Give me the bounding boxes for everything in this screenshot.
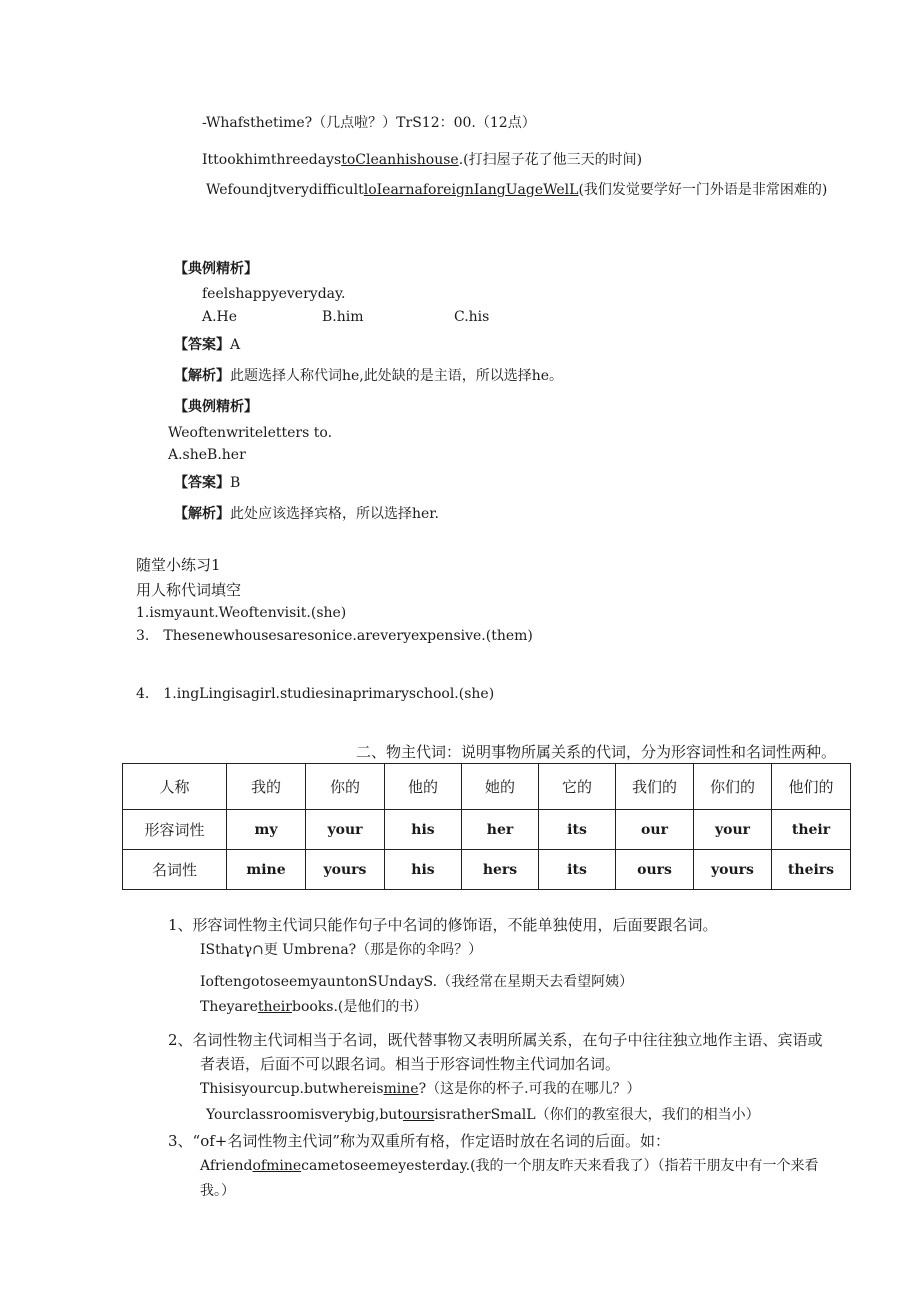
- example-translation: (我们发觉要学好一门外语是非常困难的): [578, 182, 828, 198]
- table-cell: her: [462, 810, 539, 850]
- answer-value: A: [230, 337, 241, 353]
- case1-analysis: [174, 366, 563, 386]
- table-cell: your: [694, 810, 772, 850]
- table-cell: his: [385, 810, 462, 850]
- table-cell: yours: [306, 850, 385, 890]
- rule-3: 3、“of+名词性物主代词”称为双重所有格，作定语时放在名词的后面。如：: [168, 1132, 671, 1150]
- example-text: Yourclassroomisverybig,but: [206, 1107, 403, 1123]
- underlined-phrase: ours: [402, 1107, 435, 1123]
- case1-option-b: B.him: [322, 309, 364, 325]
- case2-analysis: [174, 504, 439, 524]
- analysis-label: 【解析】: [174, 506, 230, 522]
- example-translation: cametoseemeyesterday.(我的一个朋友昨天来看我了）（指若干朋友中有一个来看: [301, 1158, 819, 1174]
- example-text: Wefoundjtverydifficult: [206, 182, 364, 198]
- case1-answer: [174, 335, 240, 355]
- rule-1-example-1: ISthatγ∩更 Umbrena?（那是你的伞吗？）: [200, 942, 483, 958]
- underlined-phrase: loIearnaforeignIangUageWelL: [363, 182, 579, 198]
- table-header-cell: 它的: [539, 764, 616, 810]
- table-cell: yours: [694, 850, 772, 890]
- underlined-phrase: ofmine: [252, 1158, 302, 1174]
- rule-3-example: [200, 1156, 819, 1176]
- example-translation: isratherSmalL（你们的教室很大，我们的相当小）: [434, 1107, 760, 1123]
- case2-question: Weoftenwriteletters to.: [168, 425, 333, 441]
- underlined-phrase: mine: [383, 1081, 419, 1097]
- answer-label: 【答案】: [174, 337, 230, 353]
- analysis-text: 此题选择人称代词he,此处缺的是主语，所以选择he。: [230, 368, 564, 384]
- table-cell: mine: [227, 850, 306, 890]
- example-what-time: [202, 113, 536, 133]
- case2-heading: 【典例精析】: [174, 399, 258, 415]
- table-row-label: 名词性: [123, 850, 227, 890]
- table-cell: hers: [462, 850, 539, 890]
- case1-option-a: A.He: [202, 309, 238, 325]
- underlined-phrase: their: [257, 999, 292, 1015]
- table-row-adjective: [123, 810, 851, 850]
- practice-item-4: 4. 1.ingLingisagirl.studiesinaprimaryschool.(she): [136, 686, 495, 702]
- table-row-label: 形容词性: [123, 810, 227, 850]
- table-cell: our: [616, 810, 694, 850]
- case2-options: A.sheB.her: [168, 447, 246, 463]
- table-cell: your: [306, 810, 385, 850]
- rule-3-example-continued: 我。）: [200, 1183, 235, 1199]
- table-cell: theirs: [772, 850, 851, 890]
- rule-2-example-1: [200, 1079, 641, 1099]
- table-header-cell: 我的: [227, 764, 306, 810]
- example-translation: books.(是他们的书）: [291, 999, 428, 1015]
- table-cell: its: [539, 850, 616, 890]
- example-foreign-language: [206, 180, 827, 200]
- example-text: -Whafsthetime?（几点啦？）TrS12：00.（12点）: [202, 115, 536, 131]
- table-header-row: [123, 764, 851, 810]
- practice-item-1: 1.ismyaunt.Weoftenvisit.(she): [136, 605, 347, 621]
- answer-value: B: [230, 475, 241, 491]
- possessive-pronoun-table: [122, 763, 851, 890]
- table-header-cell: 你的: [306, 764, 385, 810]
- case1-option-c: C.his: [454, 309, 490, 325]
- table-header-cell: 她的: [462, 764, 539, 810]
- example-text: Ittookhimthreedays: [202, 152, 342, 168]
- case1-question: feelshappyeveryday.: [202, 286, 346, 302]
- table-header-cell: 我们的: [616, 764, 694, 810]
- section2-title: 二、物主代词：说明事物所属关系的代词，分为形容词性和名词性两种。: [356, 743, 837, 761]
- example-clean-house: [202, 150, 642, 170]
- practice-title: 随堂小练习1: [136, 556, 221, 574]
- table-header-cell: 人称: [123, 764, 227, 810]
- example-text: Theyare: [200, 999, 258, 1015]
- answer-label: 【答案】: [174, 475, 230, 491]
- table-header-cell: 他们的: [772, 764, 851, 810]
- table-row-noun: [123, 850, 851, 890]
- practice-instruction: 用人称代词填空: [136, 581, 242, 599]
- example-text: Afriend: [200, 1158, 253, 1174]
- table-cell: their: [772, 810, 851, 850]
- rule-1-example-3: [200, 997, 427, 1017]
- table-cell: his: [385, 850, 462, 890]
- example-text: Thisisyourcup.butwhereis: [200, 1081, 384, 1097]
- case2-answer: [174, 473, 240, 493]
- underlined-phrase: toCleanhishouse: [341, 152, 459, 168]
- example-translation: .(打扫屋子花了他三天的时间): [458, 152, 643, 168]
- analysis-label: 【解析】: [174, 368, 230, 384]
- table-header-cell: 他的: [385, 764, 462, 810]
- analysis-text: 此处应该选择宾格，所以选择her.: [230, 506, 439, 522]
- case1-heading: 【典例精析】: [174, 261, 258, 277]
- table-cell: my: [227, 810, 306, 850]
- table-header-cell: 你们的: [694, 764, 772, 810]
- rule-2-line-1: 2、名词性物主代词相当于名词，既代替事物又表明所属关系，在句子中往往独立地作主语、宾语或: [168, 1031, 823, 1049]
- table-cell: its: [539, 810, 616, 850]
- practice-item-3: 3. Thesenewhousesaresonice.areveryexpensive.(them): [136, 628, 533, 644]
- table-cell: ours: [616, 850, 694, 890]
- rule-2-example-2: [206, 1105, 760, 1125]
- example-translation: ?（这是你的杯子.可我的在哪儿？）: [418, 1081, 641, 1097]
- rule-1-example-2: IoftengotoseemyauntonSUndayS.（我经常在星期天去看望阿姨）: [200, 974, 634, 990]
- rule-2-line-2: 者表语，后面不可以跟名词。相当于形容词性物主代词加名词。: [200, 1055, 621, 1073]
- rule-1: 1、形容词性物主代词只能作句子中名词的修饰语，不能单独使用，后面要跟名词。: [168, 916, 718, 934]
